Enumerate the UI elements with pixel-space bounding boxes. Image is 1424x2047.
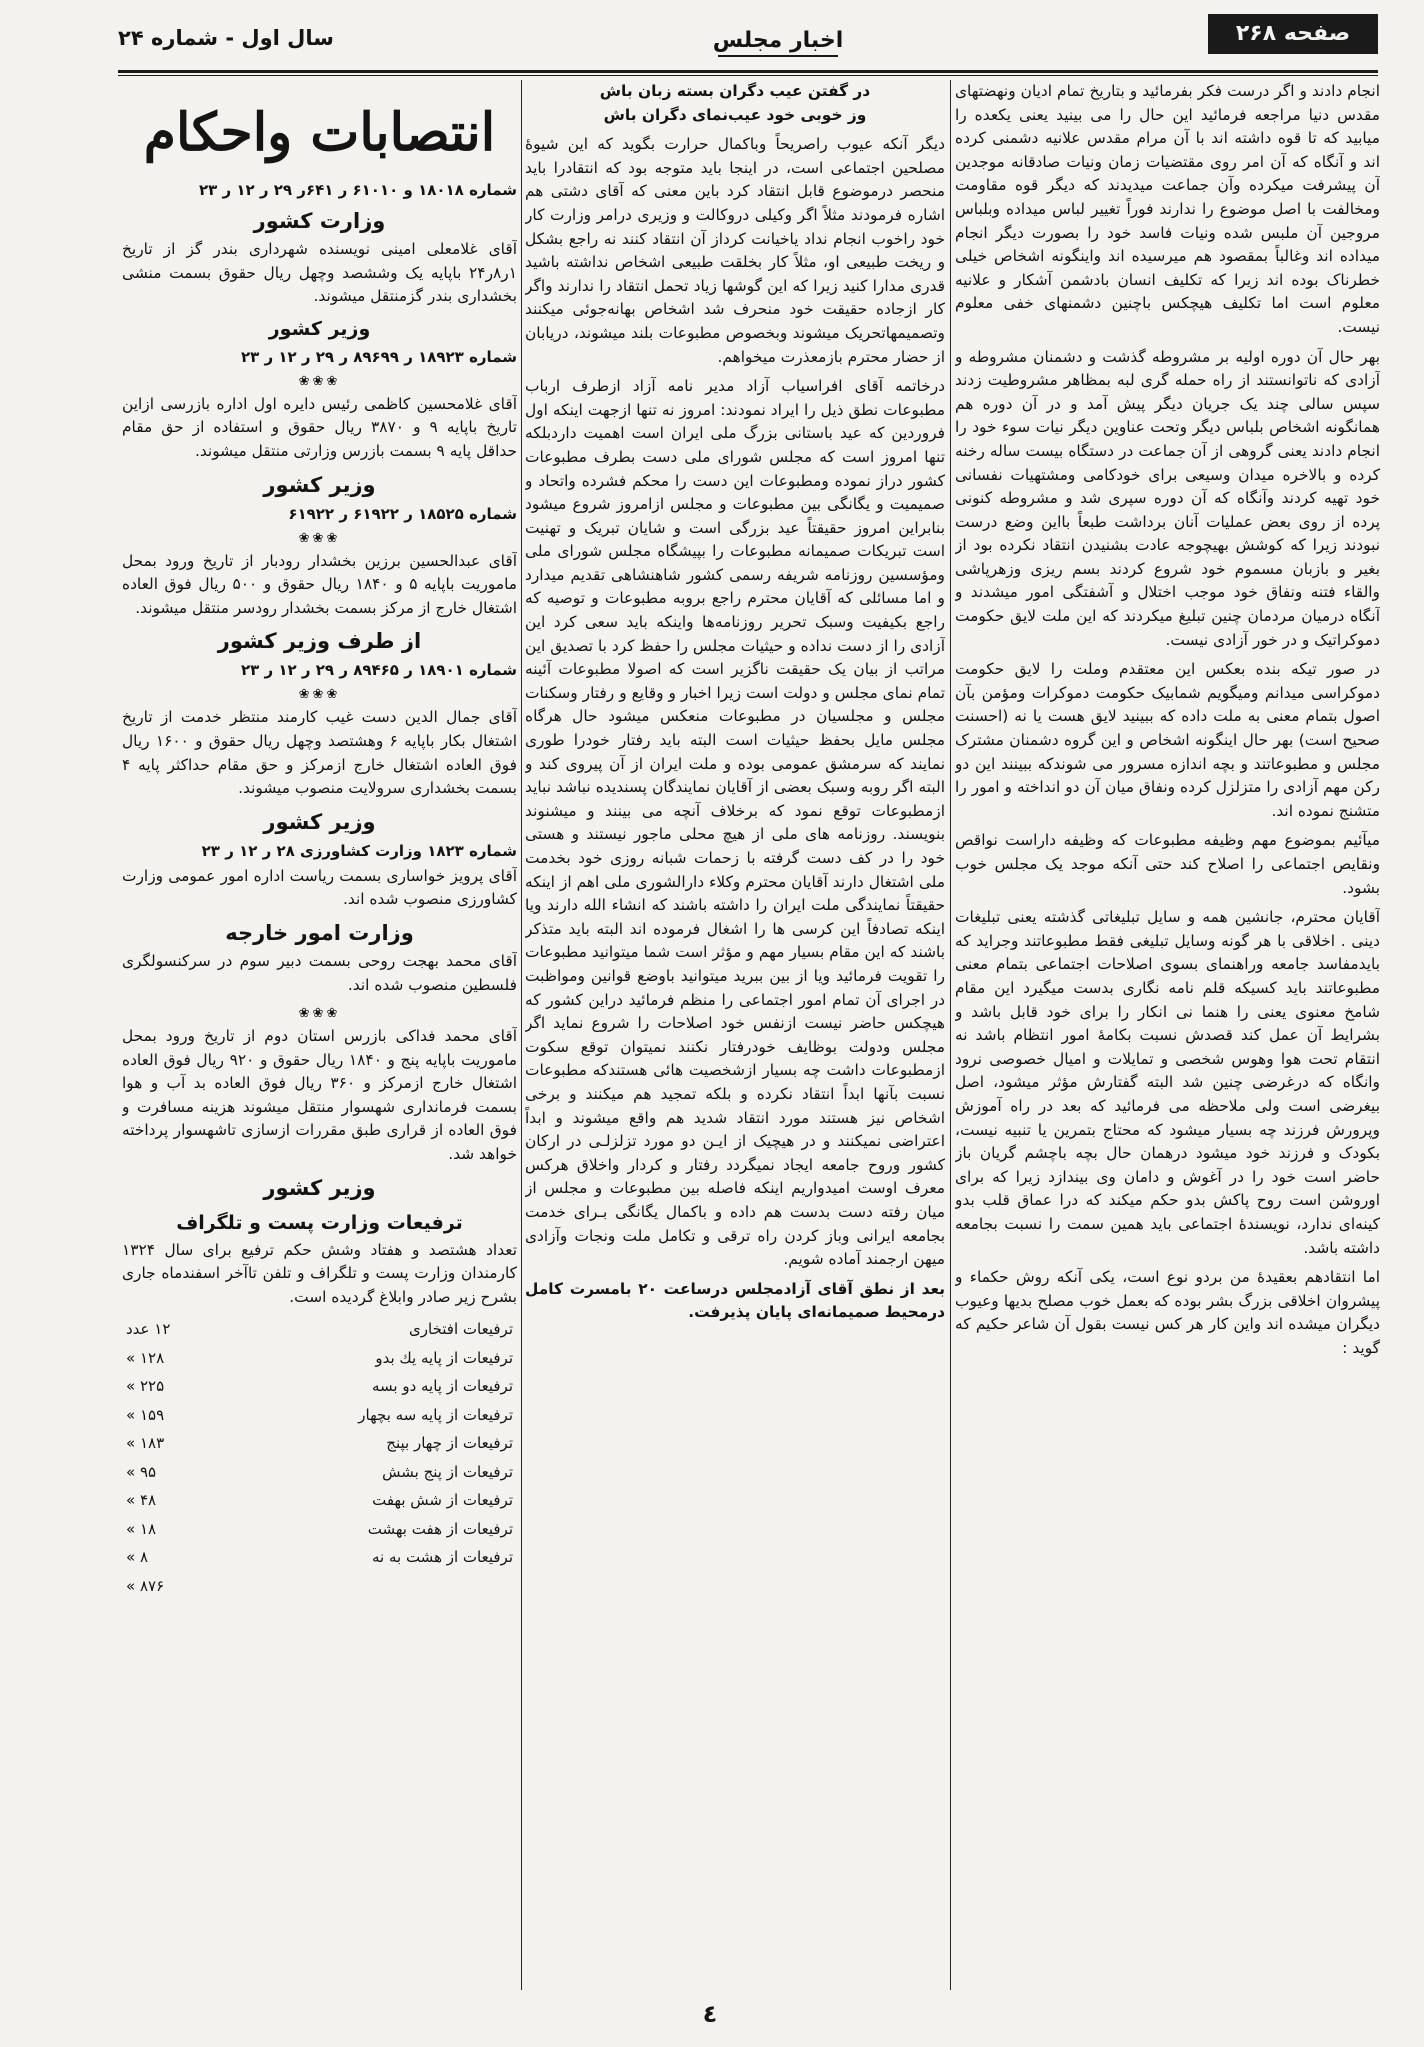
ministry-heading: از طرف وزیر کشور	[217, 629, 422, 654]
page-number: ٤	[702, 2000, 718, 2028]
left-column	[122, 80, 517, 1995]
issue-label: سال اول - شماره ۲۴	[118, 26, 334, 50]
table-row	[122, 1543, 517, 1572]
promotion-label	[250, 1572, 517, 1601]
promotion-count: ۱۸ »	[126, 1519, 157, 1538]
decree-text: آقای جمال الدین دست غیب کارمند منتظر خدمت از تاریخ اشتغال بکار باپایه ۶ وهشتصد وچهل ریال حقوق و ۱۶۰۰ ریال فوق العاده اشتغال خارج ازمرکز و حق مقام حداکثر پایه ۴ بسمت بخشداری سرولایت منصوب میشوند.	[122, 708, 517, 798]
decree-reference: شماره ۱۸۹۲۳ ر ۸۹۶۹۹ ر ۲۹ ر ۱۲ ر ۲۳	[240, 347, 517, 366]
article-paragraph: در صور تیکه بنده بعکس این معتقدم وملت را لایق حکومت دموکراسی میدانم ومیگویم شمابیک حکومت دموکرات ومؤمن بآن اصول بتمام معنی به ملت داده که ببینید لایق هست یا نه (احسنت صحیح است) بهر حال اینگونه اشخاص و این گروه دشمنان مشترک مجلس و مطبوعاتند و بچه اندازه مسرور می شوندکه ببینند این دو رکن مهم آزادی را متزلزل کرده ونفاق میان آن دو انداخته و امور را متشنج نموده اند.	[955, 660, 1380, 820]
promotion-count: ۱۲ عدد	[126, 1320, 171, 1339]
decree-text: آقای غلامحسین کاظمی رئیس دایره اول اداره بازرسی ازاین تاریخ باپایه ۹ و ۳۸۷۰ ریال حقوق و استفاده از حق مقام حداقل پایه ۹ بسمت بازرس وزارتی منتقل میشوند.	[122, 394, 517, 460]
promotion-label: ترفیعات از شش بهفت	[372, 1491, 513, 1510]
promotion-label: ترفیعات از هشت به نه	[371, 1548, 513, 1567]
ministry-heading: وزارت امور خارجه	[225, 920, 414, 945]
article-paragraph: اما انتقادهم بعقیدهٔ من بردو نوع است، یکی آنکه روش حکماء و پیشروان اخلاقی بزرگ بشر بوده که بعمل خوب مصلح بدیها وعیوب دیگران میشده اند واین کار هر کس نیست بقول آن شاعر حکیم که گوید :	[955, 1268, 1380, 1357]
table-row-total	[122, 1572, 517, 1601]
promotion-label: ترفیعات از پایه سه بچهار	[358, 1405, 513, 1424]
section-title: انتصابات واحکام	[143, 102, 496, 163]
promotion-count: ۹۵ »	[126, 1462, 157, 1481]
table-row	[122, 1315, 517, 1344]
decree-text: آقای عبدالحسین برزین بخشدار رودبار از تاریخ ورود بمحل ماموریت باپایه ۵ و ۱۸۴۰ ریال حقوق و ۵۰۰ ریال فوق العاده اشتغال خارج از مرکز بسمت بخشدار رودسر منتقل میشوند.	[122, 551, 517, 617]
table-row	[122, 1515, 517, 1544]
separator-ornament: ❀❀❀	[298, 373, 341, 389]
promotion-label: ترفیعات از پایه یك بدو	[375, 1348, 513, 1367]
decree-text: آقای محمد فداکی بازرس استان دوم از تاریخ ورود بمحل ماموریت باپایه پنج و ۱۸۴۰ ریال حقوق و ۹۲۰ ریال فوق العاده اشتغال خارج ازمرکز و ۳۶۰ ریال فوق العاده بد آب و هوا بسمت فرمانداری شهسوار منتقل میشوند هزینه مسافرت و فوق العاده از قراری طبق مقررات ازسازی تاشهسوار پرداخته خواهد شد.	[122, 1027, 517, 1164]
ministry-heading: وزارت کشور	[253, 209, 386, 233]
article-paragraph: میآئیم بموضوع مهم وظیفه مطبوعات که وظیفه داراست نواقص ونقایص اجتماعی را اصلاح کند حتی آنکه موجد یک مجلس خوب بشود.	[955, 831, 1380, 897]
ministry-heading: وزیر کشور	[263, 472, 376, 497]
masthead-rule-thin	[118, 75, 1378, 76]
separator-ornament: ❀❀❀	[298, 530, 341, 546]
promotion-count: ۱۵۹ »	[126, 1405, 165, 1424]
decree-text: آقای پرویز خواساری بسمت ریاست اداره امور عمومی وزارت کشاورزی منصوب شده اند.	[122, 866, 517, 909]
article-paragraph: آقایان محترم، جانشین همه و سایل تبلیغاتی گذشته یعنی تبلیغات دینی . اخلاقی با هر گونه وسایل تبلیغی فقط مطبوعاتند وجراید که بایدمفاسد جامعه وراهنمای بسوی اصلاحات اجتماعی بتمام معنی مطبوعاتند باید کسیکه قلم نامه نگاری بدست میگیرد این مقام شامخ معنوی یعنی را هنما نی انکار را برای خود قابل باشد و بشرایط آن عمل کند قصدش نسبت بکامهٔ امور انتظام باشد نه انتقام تحت هوا وهوس شخصی و تمایلات و امیال خصوصی نرود وانگاه که درغرضی چنین شد البته گفتارش مؤثر میشود، اصل بیغرضی است ولی ملاحظه می فرمائید که بعد در راه آموزش وپرورش فرزند چه بسیار میشود که محتاج بتمرین یا تنبیه نیست، بکودک و فرزند خود میشود درهمان حال بچه باچشم گریان باز حاضر است خود را در آغوش و دامان وی بیندازد زیرا که برای اوروشن است روح پاکش بدو حکم میکند که درا عماق قلب بدو کینه‌ای ندارد، نویسندهٔ اجتماعی باید همین سمت را نسبت بجامعه داشته باشد.	[955, 908, 1380, 1257]
promotion-label: ترفیعات افتخاری	[409, 1320, 513, 1339]
promotion-count: ۱۸۳ »	[126, 1434, 165, 1453]
masthead	[118, 14, 1378, 78]
article-paragraph: انجام دادند و اگر درست فکر بفرمائید و بتاریخ تمام ادیان ونهضتهای مقدس دنیا مراجعه فرمائید این حال را می بینید یعنی یکعده را میابید که تا قوه داشته اند با آن مرام مقدس علانیه دشمنی کرده اند و آنگاه که آن امر روی مقتضیات زمان ونیات صادقانه موجدین آن پیشرفت میکرده وآن جماعت میدیدند که دیگر قوه مقاومت ومخالفت با اصل موضوع را ندارند فوراً تغییر لباس میداده وبلباس مروجین آن ملبس شده ونیات فاسد خود را بصورت دیگر انجام میداده اند وغالباً بمقصود هم میرسیده اند واینگونه اشخاص خیلی خطرناک بوده اند زیرا که تکلیف انسان بادشمن آشکار و علانیه معلوم است اما تکلیف هیچکس باچنین دشمنهای خفی معلوم نیست.	[955, 82, 1380, 336]
table-row	[122, 1458, 517, 1487]
promotion-label: ترفیعات از پنج بشش	[382, 1462, 513, 1481]
decree-reference: شماره ۱۸۵۲۵ ر ۶۱۹۲۲ ر ۶۱۹۲۲	[288, 504, 517, 523]
right-column	[955, 80, 1380, 1995]
decree-reference: شماره ۱۸۲۳ وزارت کشاورزی ۲۸ ر ۱۲ ر ۲۳	[201, 841, 517, 860]
separator-ornament: ❀❀❀	[298, 687, 341, 703]
column-divider-left	[521, 80, 522, 1990]
middle-column	[525, 80, 945, 1995]
decree-reference: شماره ۱۸۹۰۱ ر ۸۹۴۶۵ ر ۲۹ ر ۱۲ ر ۲۳	[240, 661, 517, 680]
separator-ornament: ❀❀❀	[298, 1006, 341, 1022]
promotions-table	[122, 1315, 517, 1600]
paper-name	[678, 28, 878, 57]
poem-verse: وز خوبی خود عیب‌نمای دگران باش	[603, 105, 867, 124]
paper-name-text: اخبار مجلس	[712, 28, 844, 53]
article-paragraph: درخاتمه آقای افراسیاب آزاد مدیر نامه آزاد ازطرف ارباب مطبوعات نطق ذیل را ایراد نمودند: امروز نه تنها ازجهت اینکه اول فروردین که عید باستانی بزرگ ملی ایران است اهمیت داردبلکه تنها امروز است که مجلس شورای ملی دست بطرف مطبوعات کشور دراز نموده ومطبوعات این دست را محکم فشرده واتحاد و صمیمیت و یگانگی بین مطبوعات و مجلس ازامروز شروع میشود بنابراین امروز حقیقتاً عید بزرگی است و شایان تبریک و تهنیت است تبریکات صمیمانه مطبوعات را بپیشگاه مجلس شورای ملی ومؤسسین روزنامه شریفه رسمی کشور شاهنشاهی تقدیم میدارد و اما مسائلی که آقایان محترم راجع بروبه مطبوعات و توصیه که راجع بکیفیت وسبک تحریر روزنامه‌ها واینکه باید سعی کرد این آزادی را از دست نداده و حیثیات مجلس را حفظ کرد با تصدیق این مراتب از بیان یک حقیقت ناگزیر است که اصولا مطبوعات آئینه تمام نمای مجلس و دولت است زیرا اخبار و وقایع و رفتار وسکنات مجلس و مجلسیان در مطبوعات منعکس میشود حال هرگاه مجلس مایل بحفظ حیثیات است البته باید رفتار خودرا طوری نمایند که سرمشق عمومی بوده و ملت ایران از آن پیروی کند و البته اگر روبه وسبک بعضی از آقایان نمایندگان پسندیده نباشد نباید ازمطبوعات توقع نمود که برخلاف آنچه می بینند و میشنوند بنویسند. روزنامه های ملی از هیچ محلی ماجور نیستند و هستی خود را در کف دست گرفته با زحمات شبانه روزی خود بخدمت ملی اشتغال دارند آقایان محترم وکلاء دارالشوری ملی اهم از اینکه حقیقتاً نمایندگی ملت ایران را داشته باشند که انشاء الله دارند ویا اینکه تصادفاً این کرسی ها را اشغال فرموده اند البته باید متذکر باشند که این مقام بسیار مهم و مؤثر است شما میتوانید مطبوعات را تقویت فرمائید ویا از بین ببرید میتوانید باوضع قوانین ومواظبت در اجرای آن تمام امور اجتماعی را منظم فرمائید دراین کشور که هیچکس حاضر نیست ازنفس خود اصلاحات را شروع نماید اگر مجلس ودولت بوظایف خودرفتار نکنند نمیتوان توقع سکوت ازمطبوعات داشت چه بسیار ازشخصیت هائی هستندکه مطبوعات نسبت بآنها ابداً انتقاد نکرده و بلکه تمجید هم میکنند و برخی اشخاص نیز هستند مورد انتقاد شدید هم واقع میشوند و ابداً اعتراضی نمیکنند و در هیچیک از ایـن دو مورد تزلزلـی در ارکان کشور وروح جامعه ایجاد نمیگردد رفتار و کردار واخلاق هرکس معرف اوست امیدواریم اینکه فاصله بین مطبوعات و مجلس از میان رفته دست بدست هم داده و باکمال یگانگی بـرای خدمت بجامعه ایرانی وباز کردن راه ترقی و تکامل ملت ونجات وآزادی میهن ارجمند آماده شویم.	[525, 377, 945, 1269]
page-label: صفحه ۲۶۸	[1208, 14, 1378, 54]
table-row	[122, 1401, 517, 1430]
promotions-intro: تعداد هشتصد و هفتاد وشش حکم ترفیع برای سال ۱۳۲۴ کارمندان وزارت پست و تلگراف و تلفن تاآخر اسفندماه جاری بشرح زیر صادر وابلاغ گردیده است.	[122, 1240, 517, 1306]
promotion-label: ترفیعات از هفت بهشت	[367, 1519, 513, 1538]
promotion-count: ۲۲۵ »	[126, 1377, 165, 1396]
table-row	[122, 1429, 517, 1458]
article-paragraph: دیگر آنکه عیوب راصریحاً وباکمال حرارت بگوید که این شیوهٔ مصلحین اجتماعی است، در اینجا باید متوجه بود که انتقادرا باید منحصر درموضوع قابل انتقاد کرد باین معنی که آقای دشتی هم اشاره فرمودند مثلاً اگر وکیلی دروکالت و وزیری درامر وزارت کار خود راخوب انجام نداد یاخیانت کرداز آن انتقاد کنند نه راجع بشکل و ریخت طبیعی او، مثلاً کار بخلقت طبیعی اشخاص نداشته باشید قدری مدارا کنید زیرا که این گوشها زیاد تحمل انتقاد را ندارند واگر کار ازجاده حقیقت خود منحرف شد اشخاص بهانه‌جوئی میکنند وتصمیمهاتحریک میشوند وبخصوص مطبوعات بلند میشوند، دریابان از حضار محترم بازمعذرت میخواهم.	[525, 135, 945, 366]
decree-reference: شماره ۱۸۰۱۸ و ۶۱۰۱۰ ر ۶۴۱ر ۲۹ ر ۱۲ ر ۲۳	[198, 181, 517, 199]
promotions-title: ترفیعات وزارت پست و تلگراف	[176, 1211, 463, 1234]
promotion-label: ترفیعات از پایه دو بسه	[371, 1377, 513, 1396]
closing-paragraph: بعد از نطق آقای آزادمجلس درساعت ۲۰ بامسرت کامل درمحیط صمیمانه‌ای پایان پذیرفت.	[525, 1279, 945, 1322]
ministry-heading: وزیر کشور	[263, 809, 376, 834]
paper-name-underline	[718, 55, 838, 57]
table-row	[122, 1344, 517, 1373]
decree-text: آقای غلامعلی امینی نویسنده شهرداری بندر گز از تاریخ ۱ر۸ر۲۴ باپایه یک وششصد وچهل ریال حقوق بسمت منشی بخشداری بندر گزمنتقل میشوند.	[122, 240, 517, 306]
promotion-count: ۸ »	[126, 1548, 149, 1567]
promotion-label: ترفیعات از چهار بپنج	[386, 1434, 513, 1453]
promotion-total: ۸۷۶ »	[126, 1576, 165, 1595]
column-divider-right	[950, 80, 951, 1990]
decree-text: آقای محمد بهجت روحی بسمت دبیر سوم در سرکنسولگری فلسطین منصوب شده اند.	[122, 951, 517, 994]
table-row	[122, 1372, 517, 1401]
table-row	[122, 1486, 517, 1515]
promotion-count: ۴۸ »	[126, 1491, 157, 1510]
poem-verse: در گفتن عیب دگران بسته زبان باش	[599, 82, 871, 100]
masthead-rule	[118, 70, 1378, 73]
ministry-heading: وزیر کشور	[263, 1175, 376, 1200]
promotion-count: ۱۲۸ »	[126, 1348, 165, 1367]
ministry-heading: وزیر کشور	[268, 317, 371, 340]
article-paragraph: بهر حال آن دوره اولیه بر مشروطه گذشت و دشمنان مشروطه و آزادی که ناتوانستند از راه حمله گری لبه بمظاهر مشروطیت زدند سپس سالی چند یک جریان دیگر پیش آمد و در آن دوره هم همانگونه اشخاص بلباس دیگر وتحت عناوین دیگر نیات سوء خود را انجام دادند یعنی گروهی از آن جماعت در دستگاه بیست ساله رخنه کرده و بالاخره میدان وسیعی برای خودکامی ومشتهیات نفسانی خود تهیه کردند وآنگاه که آن دوره سپری شد و مشروطه کنونی پرده از روی بعض عملیات آنان برداشت طبعاً بااین وضع درست نبودند زیرا که کوشش بهیچوجه عادت بشنیدن انتقاد نکرده بود از بغیر و بازبان مسموم خود شروع کردند بسم ریزی وزهرپاشی والقاء فتنه ونفاق خود موجب اختلال و آشفتگی امور میشدند و آنگاه درمیان مردمان چنین تبلیغ میکردند که این ملت لایق حکومت دموکراتیک و در خور آزادی نیست.	[955, 347, 1380, 649]
